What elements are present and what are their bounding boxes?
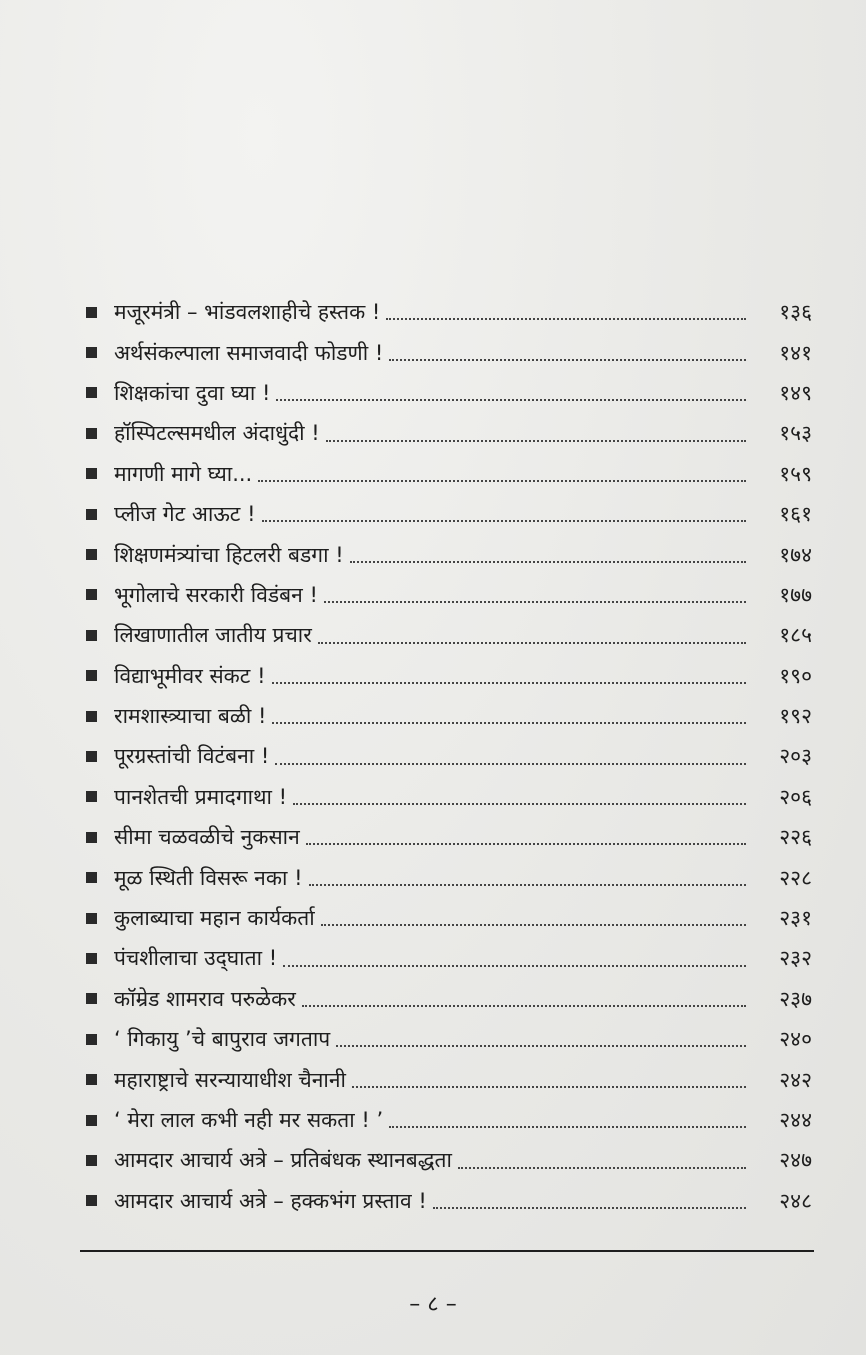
- dot-leader: [302, 1005, 746, 1007]
- toc-entry: [82, 1100, 812, 1140]
- square-bullet-icon: [86, 953, 97, 964]
- dot-leader: [318, 642, 746, 644]
- toc-entry-title: ‘ गिकायु ’चे बापुराव जगताप: [114, 1027, 331, 1052]
- square-bullet-icon: [86, 468, 97, 479]
- square-bullet-icon: [86, 993, 97, 1004]
- square-bullet-icon: [86, 589, 97, 600]
- square-bullet-icon: [86, 791, 97, 802]
- toc-entry: [82, 1181, 812, 1221]
- square-bullet-icon: [86, 711, 97, 722]
- toc-entry-title: प्लीज गेट आऊट !: [114, 502, 256, 527]
- toc-entry-page: १६१: [779, 502, 812, 527]
- square-bullet-icon: [86, 1034, 97, 1045]
- toc-entry-page: २२६: [779, 825, 812, 850]
- toc-entry-title: हॉस्पिटल्समधील अंदाधुंदी !: [114, 421, 320, 446]
- dot-leader: [272, 682, 747, 684]
- dot-leader: [283, 965, 746, 967]
- square-bullet-icon: [86, 307, 97, 318]
- dot-leader: [258, 480, 746, 482]
- page-number: – ८ –: [409, 1292, 457, 1317]
- dot-leader: [272, 722, 746, 724]
- toc-entry: [82, 615, 812, 655]
- dot-leader: [306, 843, 746, 845]
- dot-leader: [293, 803, 746, 805]
- toc-entry: [82, 736, 812, 776]
- toc-entry: [82, 575, 812, 615]
- toc-entry-page: २३७: [779, 986, 812, 1011]
- toc-entry-page: १५९: [779, 461, 812, 486]
- dot-leader: [321, 924, 746, 926]
- toc-entry-title: आमदार आचार्य अत्रे – हक्कभंग प्रस्ताव !: [114, 1188, 427, 1213]
- toc-entry-title: कुलाब्याचा महान कार्यकर्ता: [114, 906, 315, 931]
- dot-leader: [352, 1086, 746, 1088]
- toc-entry-page: १४९: [779, 380, 812, 405]
- toc-entry: [82, 292, 812, 332]
- square-bullet-icon: [86, 913, 97, 924]
- toc-entry-title: शिक्षकांचा दुवा घ्या !: [114, 380, 271, 405]
- toc-entry-title: सीमा चळवळीचे नुकसान: [114, 825, 300, 850]
- square-bullet-icon: [86, 428, 97, 439]
- toc-entry-title: भूगोलाचे सरकारी विडंबन !: [114, 582, 318, 607]
- toc-entry-page: १९०: [779, 663, 812, 688]
- dot-leader: [433, 1207, 746, 1209]
- toc-entry-page: १४१: [779, 340, 812, 365]
- dot-leader: [262, 520, 747, 522]
- square-bullet-icon: [86, 1195, 97, 1206]
- toc-entry: [82, 373, 812, 413]
- square-bullet-icon: [86, 1074, 97, 1085]
- toc-entry: [82, 413, 812, 453]
- toc-entry: [82, 817, 812, 857]
- toc-entry-title: लिखाणातील जातीय प्रचार: [114, 623, 312, 648]
- toc-entry-page: २४७: [779, 1148, 812, 1173]
- toc-entry-title: विद्याभूमीवर संकट !: [114, 663, 266, 688]
- toc-entry-title: पंचशीलाचा उद्‌घाता !: [114, 946, 278, 971]
- toc-entry-page: २०६: [779, 784, 812, 809]
- toc-entry-title: मजूरमंत्री – भांडवलशाहीचे हस्तक !: [114, 300, 381, 325]
- toc-entry-title: मागणी मागे घ्या...: [114, 461, 253, 486]
- toc-entry: [82, 1059, 812, 1099]
- dot-leader: [326, 440, 746, 442]
- toc-entry: [82, 938, 812, 978]
- dot-leader: [389, 1126, 746, 1128]
- toc-entry-page: १७४: [779, 542, 812, 567]
- dot-leader: [350, 561, 746, 563]
- toc-entry-title: मूळ स्थिती विसरू नका !: [114, 865, 303, 890]
- toc-entry-page: १७७: [779, 582, 812, 607]
- toc-entry-page: १८५: [779, 623, 812, 648]
- toc-entry-page: २३१: [779, 906, 812, 931]
- toc-entry-page: २३२: [779, 946, 812, 971]
- toc-entry-title: महाराष्ट्राचे सरन्यायाधीश चैनानी: [114, 1067, 346, 1092]
- toc-entry-page: २४८: [779, 1188, 812, 1213]
- toc-entry: [82, 979, 812, 1019]
- toc-entry-page: १३६: [779, 300, 812, 325]
- toc-entry: [82, 656, 812, 696]
- dot-leader: [309, 884, 746, 886]
- toc-entry: [82, 534, 812, 574]
- toc-entry-page: १५३: [779, 421, 812, 446]
- dot-leader: [336, 1045, 746, 1047]
- toc-entry: [82, 332, 812, 372]
- table-of-contents: [82, 292, 812, 1221]
- square-bullet-icon: [86, 670, 97, 681]
- square-bullet-icon: [86, 1155, 97, 1166]
- toc-entry: [82, 696, 812, 736]
- square-bullet-icon: [86, 347, 97, 358]
- toc-entry-title: पानशेतची प्रमादगाथा !: [114, 784, 288, 809]
- toc-entry-title: ‘ मेरा लाल कभी नही मर सकता ! ’: [114, 1108, 384, 1132]
- dot-leader: [389, 359, 746, 361]
- footer-rule: [80, 1250, 814, 1252]
- dot-leader: [276, 399, 746, 401]
- toc-entry-page: २२८: [779, 865, 812, 890]
- square-bullet-icon: [86, 630, 97, 641]
- square-bullet-icon: [86, 509, 97, 520]
- square-bullet-icon: [86, 751, 97, 762]
- square-bullet-icon: [86, 872, 97, 883]
- toc-entry-page: २४०: [779, 1027, 812, 1052]
- dot-leader: [386, 318, 746, 320]
- dot-leader: [324, 601, 746, 603]
- toc-entry-title: कॉम्रेड शामराव परुळेकर: [114, 986, 296, 1011]
- square-bullet-icon: [86, 387, 97, 398]
- square-bullet-icon: [86, 549, 97, 560]
- toc-entry-page: २०३: [779, 744, 812, 769]
- toc-entry: [82, 1140, 812, 1180]
- toc-entry-title: रामशास्त्र्याचा बळी !: [114, 704, 267, 729]
- toc-entry-title: पूरग्रस्तांची विटंबना !: [114, 744, 270, 769]
- toc-entry-page: २४२: [779, 1067, 812, 1092]
- toc-entry-title: अर्थसंकल्पाला समाजवादी फोडणी !: [114, 340, 384, 365]
- toc-entry: [82, 454, 812, 494]
- toc-entry-page: २४४: [779, 1108, 812, 1132]
- toc-entry-page: १९२: [779, 704, 812, 729]
- toc-entry: [82, 857, 812, 897]
- dot-leader: [275, 763, 746, 765]
- square-bullet-icon: [86, 832, 97, 843]
- toc-entry: [82, 1019, 812, 1059]
- dot-leader: [458, 1167, 746, 1169]
- toc-entry: [82, 777, 812, 817]
- toc-entry: [82, 898, 812, 938]
- toc-entry: [82, 494, 812, 534]
- square-bullet-icon: [86, 1115, 97, 1126]
- toc-entry-title: आमदार आचार्य अत्रे – प्रतिबंधक स्थानबद्धता: [114, 1148, 452, 1173]
- toc-entry-title: शिक्षणमंत्र्यांचा हिटलरी बडगा !: [114, 542, 344, 567]
